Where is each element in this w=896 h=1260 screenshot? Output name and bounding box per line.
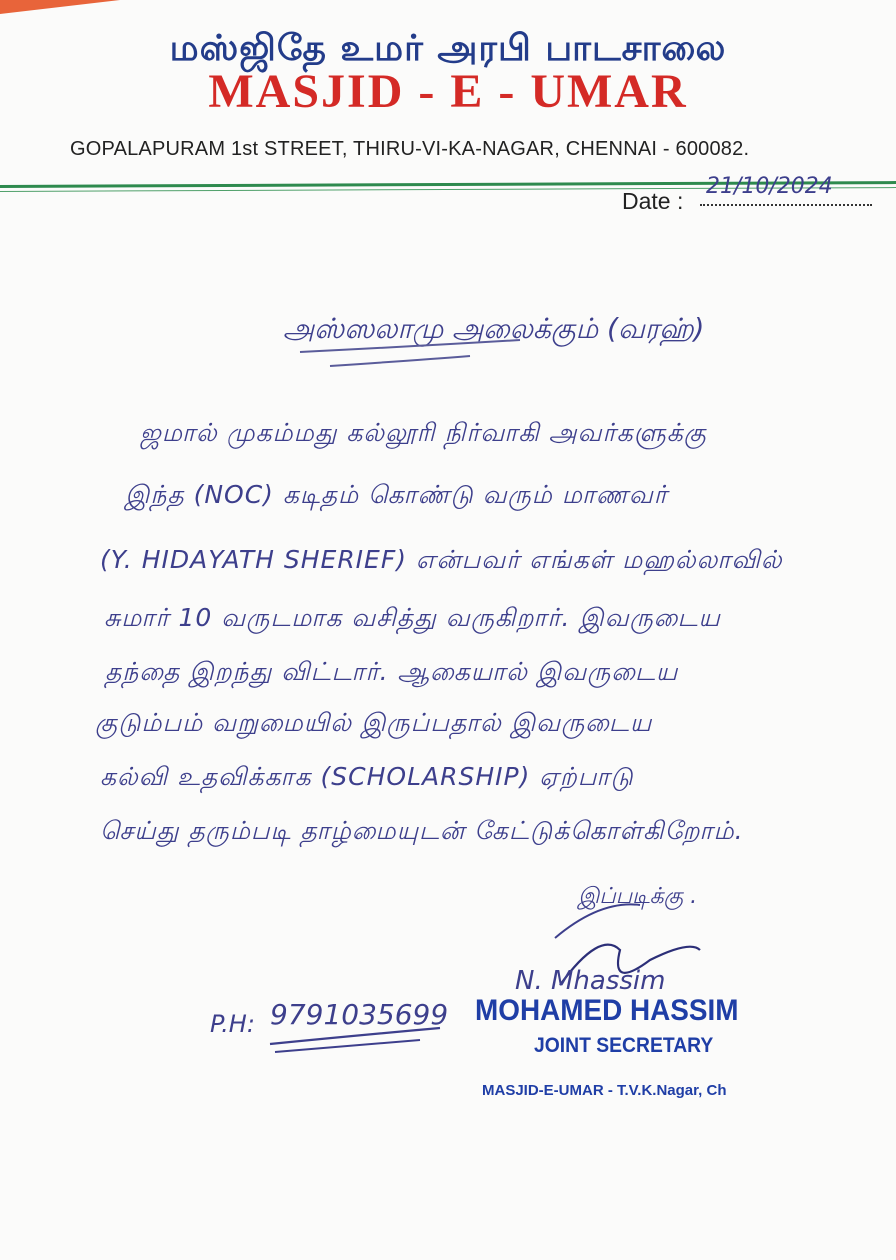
signature: N. Mhassim — [515, 966, 666, 996]
body-line: இந்த (NOC) கடிதம் கொண்டு வரும் மாணவர் — [125, 480, 668, 509]
closing: இப்படிக்கு . — [578, 884, 698, 909]
body-line: சுமார் 10 வருடமாக வசித்து வருகிறார். இவருடைய — [104, 603, 721, 632]
phone-number: 9791035699 — [270, 998, 449, 1031]
date-label: Date : — [622, 188, 684, 214]
body-line: (Y. HIDAYATH SHERIEF) என்பவர் எங்கள் மஹல்லாவில் — [100, 545, 783, 574]
body-line: ஜமால் முகம்மது கல்லூரி நிர்வாகி அவர்களுக்கு — [140, 418, 707, 447]
signatory-name: MOHAMED HASSIM — [475, 994, 739, 1027]
body-line: கல்வி உதவிக்காக (SCHOLARSHIP) ஏற்பாடு — [100, 762, 634, 791]
closing-underline — [555, 904, 640, 938]
date-value: 21/10/2024 — [706, 174, 833, 199]
letterhead-tamil-title: மஸ்ஜிதே உமர் அரபி பாடசாலை — [169, 28, 727, 69]
signatory-title: JOINT SECRETARY — [534, 1034, 714, 1057]
body-line: குடும்பம் வறுமையில் இருப்பதால் இவருடைய — [95, 708, 653, 737]
body-line: தந்தை இறந்து விட்டார். ஆகையால் இவருடைய — [105, 657, 679, 686]
letterhead-name: MASJID - E - UMAR — [208, 65, 688, 118]
phone-label: P.H: — [210, 1010, 255, 1038]
salutation: அஸ்ஸலாமு அலைக்கும் (வரஹ்) — [283, 312, 705, 345]
stamp-line: MASJID-E-UMAR - T.V.K.Nagar, Ch — [482, 1082, 727, 1099]
body-line: செய்து தரும்படி தாழ்மையுடன் கேட்டுக்கொள்கிறோம். — [100, 816, 744, 845]
letterhead-address: GOPALAPURAM 1st STREET, THIRU-VI-KA-NAGAR, CHENNAI - 600082. — [70, 138, 750, 160]
